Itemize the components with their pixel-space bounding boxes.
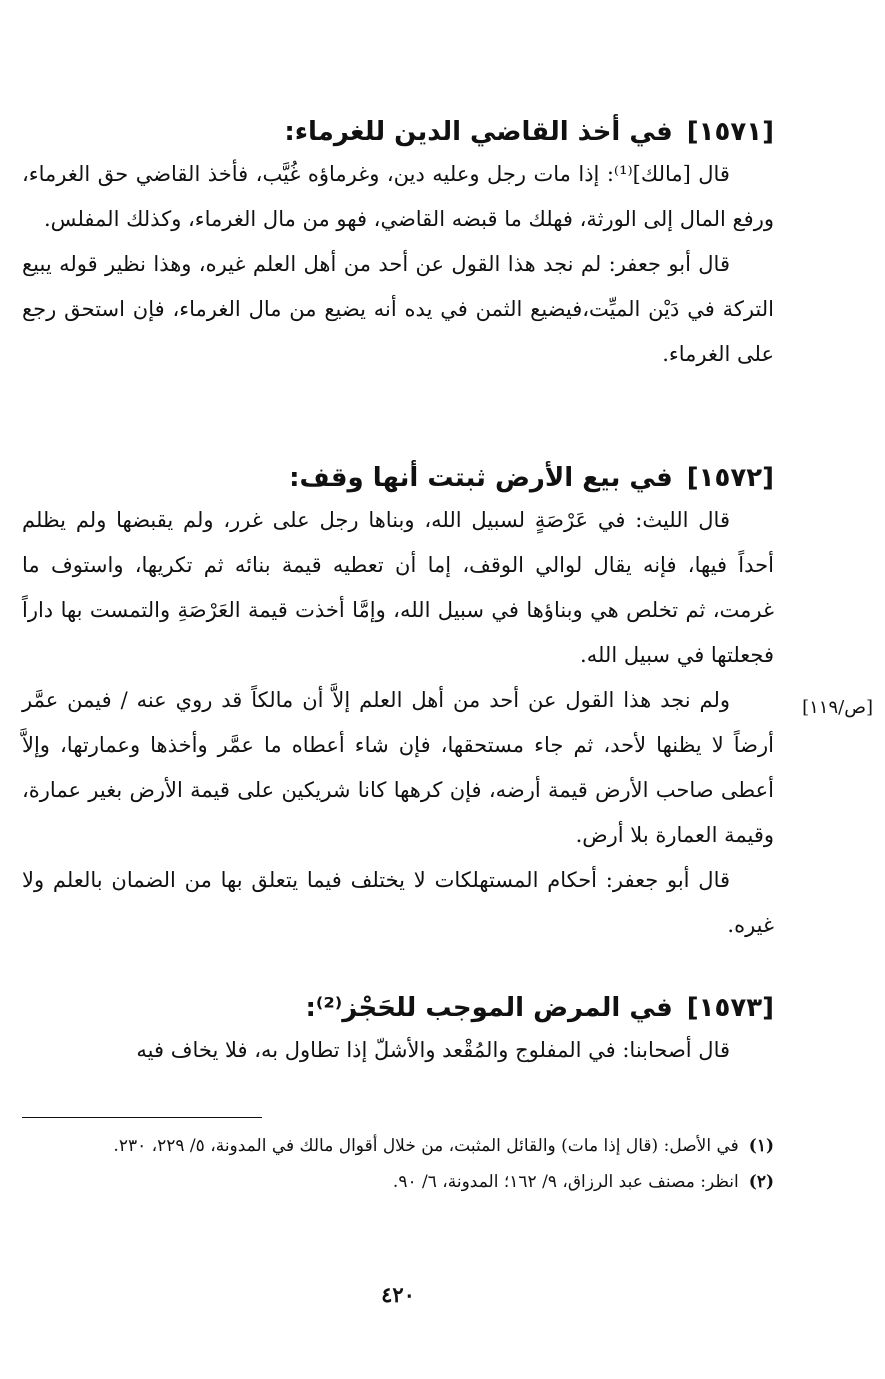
footnotes: [22, 1128, 774, 1200]
page-number: ٤٢٠: [381, 1282, 415, 1307]
section-heading: [22, 988, 774, 1028]
paragraph: قال أبو جعفر: لم نجد هذا القول عن أحد من أهل العلم غيره، وهذا نظير قوله يبيع التركة في دَيْن الميِّت،فيضيع الثمن في يده أنه يضيع من مال الغرماء، فإن استحق رجع على الغرماء.: [22, 252, 774, 366]
footnote-text: انظر: مصنف عبد الرزاق، ٩/ ١٦٢؛ المدونة، ٦/ ٩٠.: [392, 1172, 739, 1192]
paragraph: قال [مالك]⁽¹⁾: إذا مات رجل وعليه دين، وغرماؤه غُيَّب، فأخذ القاضي حق الغرماء، ورفع المال إلى الورثة، فهلك ما قبضه القاضي، فهو من مال الغرماء، وكذلك المفلس.: [22, 162, 774, 231]
paragraph: قال أبو جعفر: أحكام المستهلكات لا يختلف فيما يتعلق بها من الضمان بالعلم ولا غيره.: [22, 868, 774, 937]
section-1573: [22, 988, 774, 1073]
footnote-separator: [22, 1117, 262, 1118]
footnote: [22, 1164, 774, 1200]
section-1571: [22, 112, 774, 377]
section-title: في المرض الموجب للحَجْز⁽²⁾:: [305, 993, 673, 1023]
section-title: في بيع الأرض ثبتت أنها وقف:: [289, 463, 673, 493]
section-number: [١٥٧١]: [686, 117, 774, 147]
margin-page-reference: [ص/١١٩]: [802, 697, 873, 718]
section-number: [١٥٧٣]: [686, 993, 774, 1023]
paragraph: ولم نجد هذا القول عن أحد من أهل العلم إلاَّ أن مالكاً قد روي عنه / فيمن عمَّر أرضاً لا يظنها لأحد، ثم جاء مستحقها، فإن شاء أعطاه ما عمَّر وأخذها وعمارتها، وإلاَّ أعطى صاحب الأرض قيمة أرضه، فإن كرهها كانا شريكين على قيمة الأرض بغير عمارة، وقيمة العمارة بلا أرض.: [22, 688, 774, 847]
section-number: [١٥٧٢]: [686, 463, 774, 493]
footnote: [22, 1128, 774, 1164]
page: [22, 0, 774, 1379]
section-heading: [22, 458, 774, 498]
paragraph: قال الليث: في عَرْصَةٍ لسبيل الله، وبناها رجل على غرر، ولم يقبضها ولم يظلم أحداً فيها، فإنه يقال لوالي الوقف، إما أن تعطيه قيمة بنائه ثم تكريها، واستوف ما غرمت، ثم تخلص هي وبناؤها في سبيل الله، وإمَّا أخذت قيمة العَرْصَةِ والتمست بها داراً فجعلتها في سبيل الله.: [22, 508, 774, 667]
footnote-text: في الأصل: (قال إذا مات) والقائل المثبت، من خلال أقوال مالك في المدونة، ٥/ ٢٢٩، ٢٣٠.: [113, 1136, 739, 1156]
section-title: في أخذ القاضي الدين للغرماء:: [284, 117, 673, 147]
section-heading: [22, 112, 774, 152]
footnote-number: (٢): [748, 1172, 774, 1192]
section-1572: [22, 458, 774, 948]
footnote-number: (١): [748, 1136, 774, 1156]
paragraph: قال أصحابنا: في المفلوج والمُقْعد والأشلّ إذا تطاول به، فلا يخاف فيه: [136, 1038, 730, 1062]
